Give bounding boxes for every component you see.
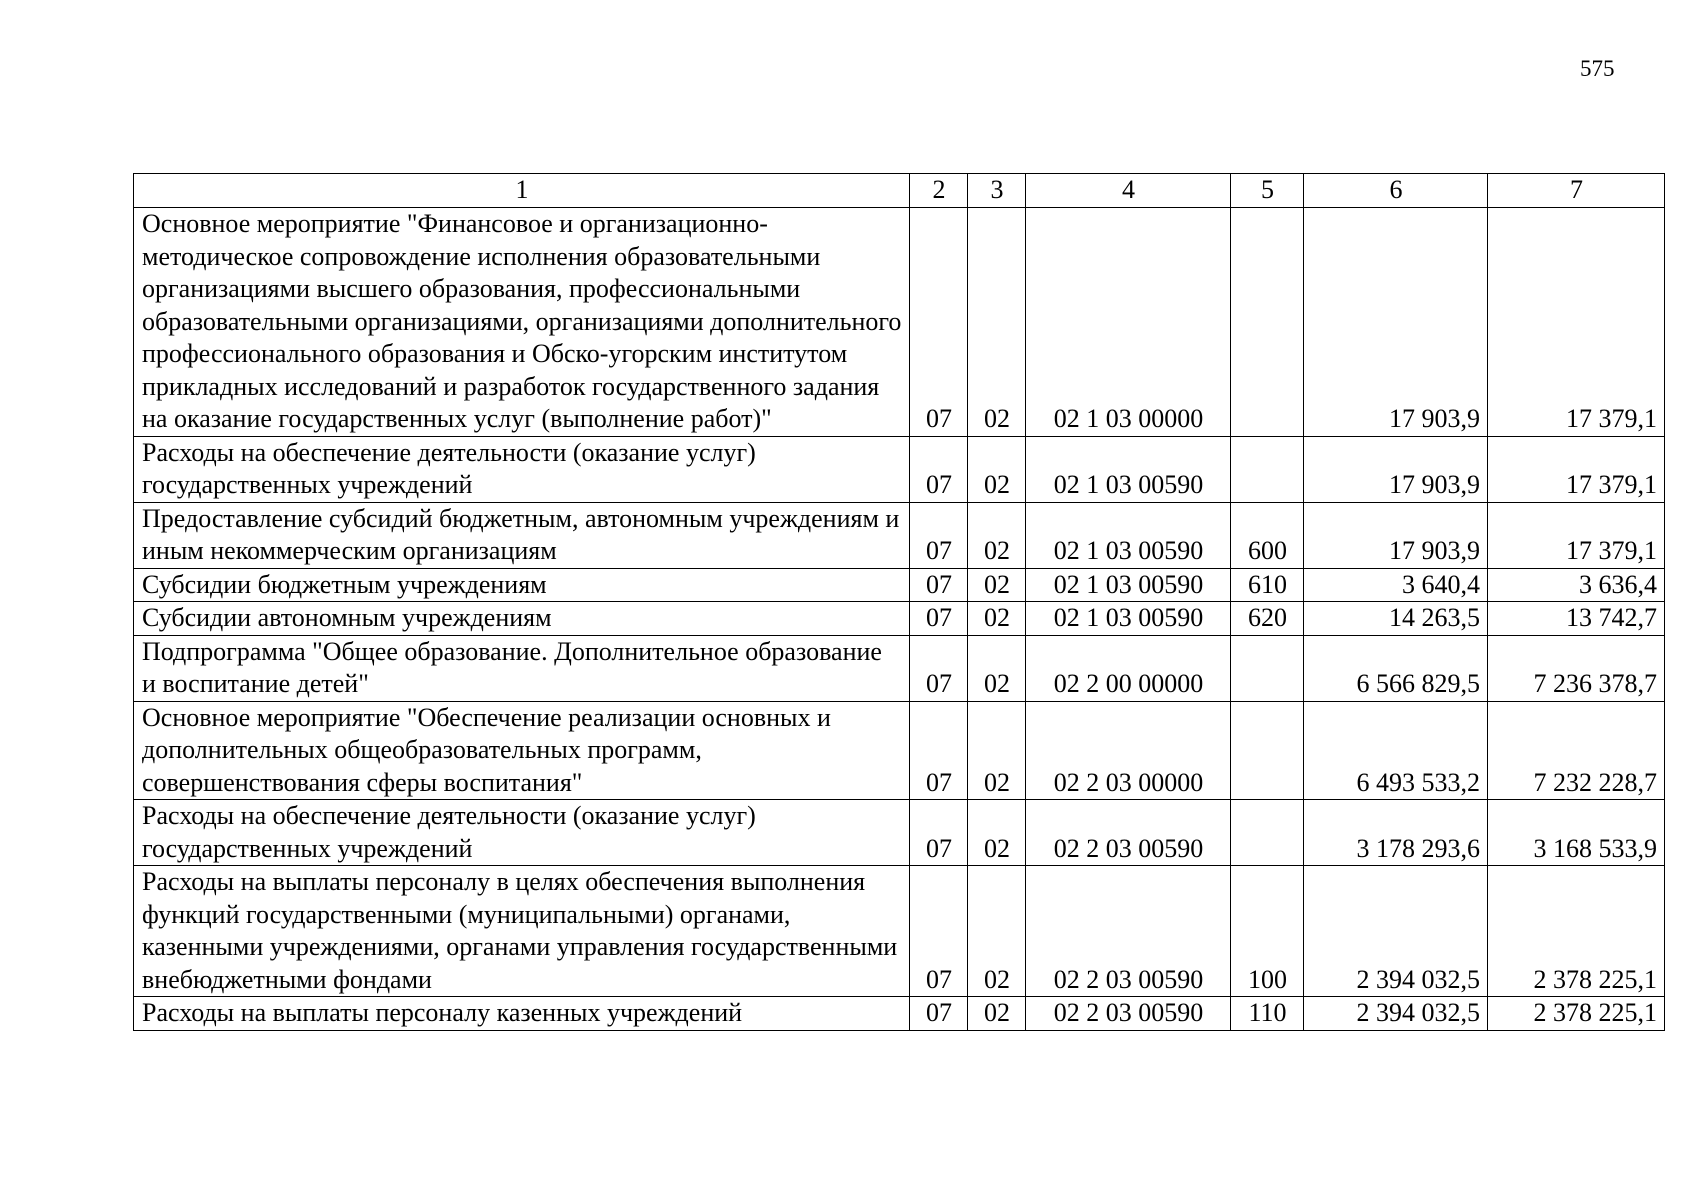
expense-type-cell [1231, 701, 1304, 800]
expense-type-cell: 110 [1231, 997, 1304, 1031]
subsection-code-cell: 02 [968, 436, 1026, 502]
amount-cell: 7 232 228,7 [1488, 701, 1665, 800]
table-row [134, 436, 1665, 502]
section-code-cell: 07 [910, 568, 968, 602]
amount-cell: 6 493 533,2 [1304, 701, 1488, 800]
table-row [134, 997, 1665, 1031]
subsection-code-cell: 02 [968, 208, 1026, 437]
expense-type-cell: 610 [1231, 568, 1304, 602]
column-header: 2 [910, 174, 968, 208]
amount-cell: 2 394 032,5 [1304, 866, 1488, 997]
row-name-cell: Основное мероприятие "Финансовое и организационно-методическое сопровождение исполнения образовательными организациями высшего образования, профессиональными образовательными организациями, организациями дополнительного профессионального образования и Обско-угорским институтом прикладных исследований и разработок государственного задания на оказание государственных услуг (выполнение работ)" [134, 208, 910, 437]
row-name-cell: Субсидии автономным учреждениям [134, 602, 910, 636]
amount-cell: 17 379,1 [1488, 208, 1665, 437]
expense-type-cell: 620 [1231, 602, 1304, 636]
subsection-code-cell: 02 [968, 800, 1026, 866]
section-code-cell: 07 [910, 997, 968, 1031]
amount-cell: 3 636,4 [1488, 568, 1665, 602]
table-row [134, 568, 1665, 602]
amount-cell: 2 378 225,1 [1488, 866, 1665, 997]
budget-table [133, 173, 1665, 1031]
target-article-cell: 02 1 03 00590 [1026, 436, 1231, 502]
amount-cell: 17 903,9 [1304, 502, 1488, 568]
expense-type-cell: 100 [1231, 866, 1304, 997]
row-name-cell: Расходы на обеспечение деятельности (оказание услуг) государственных учреждений [134, 436, 910, 502]
section-code-cell: 07 [910, 635, 968, 701]
expense-type-cell [1231, 800, 1304, 866]
amount-cell: 2 378 225,1 [1488, 997, 1665, 1031]
column-header: 1 [134, 174, 910, 208]
target-article-cell: 02 2 03 00590 [1026, 866, 1231, 997]
subsection-code-cell: 02 [968, 635, 1026, 701]
amount-cell: 2 394 032,5 [1304, 997, 1488, 1031]
column-header: 5 [1231, 174, 1304, 208]
table-row [134, 800, 1665, 866]
amount-cell: 17 379,1 [1488, 436, 1665, 502]
table-row [134, 635, 1665, 701]
row-name-cell: Субсидии бюджетным учреждениям [134, 568, 910, 602]
section-code-cell: 07 [910, 208, 968, 437]
section-code-cell: 07 [910, 602, 968, 636]
row-name-cell: Подпрограмма "Общее образование. Дополнительное образование и воспитание детей" [134, 635, 910, 701]
amount-cell: 17 379,1 [1488, 502, 1665, 568]
amount-cell: 3 168 533,9 [1488, 800, 1665, 866]
expense-type-cell: 600 [1231, 502, 1304, 568]
amount-cell: 17 903,9 [1304, 208, 1488, 437]
amount-cell: 13 742,7 [1488, 602, 1665, 636]
amount-cell: 17 903,9 [1304, 436, 1488, 502]
column-header: 4 [1026, 174, 1231, 208]
table-row [134, 502, 1665, 568]
column-header: 3 [968, 174, 1026, 208]
target-article-cell: 02 1 03 00590 [1026, 602, 1231, 636]
expense-type-cell [1231, 436, 1304, 502]
section-code-cell: 07 [910, 701, 968, 800]
target-article-cell: 02 2 03 00000 [1026, 701, 1231, 800]
target-article-cell: 02 2 00 00000 [1026, 635, 1231, 701]
row-name-cell: Предоставление субсидий бюджетным, автономным учреждениям и иным некоммерческим организациям [134, 502, 910, 568]
row-name-cell: Расходы на выплаты персоналу казенных учреждений [134, 997, 910, 1031]
section-code-cell: 07 [910, 436, 968, 502]
table-row [134, 208, 1665, 437]
amount-cell: 3 640,4 [1304, 568, 1488, 602]
row-name-cell: Расходы на выплаты персоналу в целях обеспечения выполнения функций государственными (муниципальными) органами, казенными учреждениями, органами управления государственными внебюджетными фондами [134, 866, 910, 997]
row-name-cell: Основное мероприятие "Обеспечение реализации основных и дополнительных общеобразовательных программ, совершенствования сферы воспитания" [134, 701, 910, 800]
subsection-code-cell: 02 [968, 502, 1026, 568]
amount-cell: 14 263,5 [1304, 602, 1488, 636]
section-code-cell: 07 [910, 866, 968, 997]
amount-cell: 3 178 293,6 [1304, 800, 1488, 866]
page-number: 575 [1580, 56, 1615, 81]
table-row [134, 602, 1665, 636]
target-article-cell: 02 1 03 00590 [1026, 502, 1231, 568]
target-article-cell: 02 1 03 00590 [1026, 568, 1231, 602]
expense-type-cell [1231, 635, 1304, 701]
subsection-code-cell: 02 [968, 701, 1026, 800]
subsection-code-cell: 02 [968, 602, 1026, 636]
column-header: 6 [1304, 174, 1488, 208]
row-name-cell: Расходы на обеспечение деятельности (оказание услуг) государственных учреждений [134, 800, 910, 866]
table-row [134, 866, 1665, 997]
target-article-cell: 02 2 03 00590 [1026, 800, 1231, 866]
target-article-cell: 02 2 03 00590 [1026, 997, 1231, 1031]
target-article-cell: 02 1 03 00000 [1026, 208, 1231, 437]
subsection-code-cell: 02 [968, 866, 1026, 997]
subsection-code-cell: 02 [968, 997, 1026, 1031]
table-row [134, 701, 1665, 800]
amount-cell: 7 236 378,7 [1488, 635, 1665, 701]
section-code-cell: 07 [910, 800, 968, 866]
expense-type-cell [1231, 208, 1304, 437]
amount-cell: 6 566 829,5 [1304, 635, 1488, 701]
subsection-code-cell: 02 [968, 568, 1026, 602]
section-code-cell: 07 [910, 502, 968, 568]
column-header: 7 [1488, 174, 1665, 208]
header-row [134, 174, 1665, 208]
